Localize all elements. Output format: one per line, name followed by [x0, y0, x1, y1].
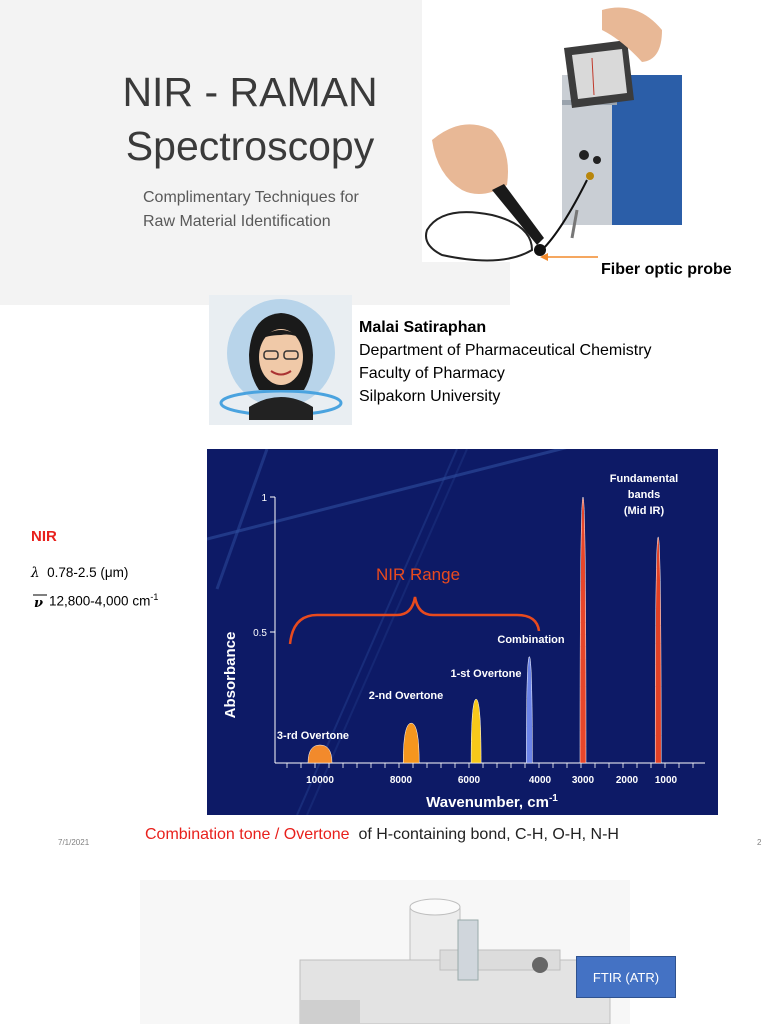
peak-annotation: 1-st Overtone [450, 668, 522, 680]
title-line-2: Spectroscopy [125, 123, 375, 169]
lambda-symbol: λ [31, 565, 40, 581]
probe-device-photo [422, 0, 684, 262]
author-name: Malai Satiraphan [359, 319, 487, 336]
x-tick-label: 4000 [528, 775, 552, 786]
chart-background [207, 449, 718, 815]
svg-text:ν: ν [34, 595, 44, 609]
caption-red: Combination tone / Overtone [145, 826, 350, 843]
author-info [359, 316, 652, 408]
x-tick-label: 8000 [389, 775, 413, 786]
subtitle-line-2: Raw Material Identification [143, 213, 331, 230]
peak-annotation: 2-nd Overtone [368, 690, 444, 702]
y-axis-label: Absorbance [222, 631, 239, 719]
ftir-atr-button[interactable]: FTIR (ATR) [576, 956, 676, 998]
title-line-1: NIR - RAMAN [122, 69, 378, 115]
nu-exp: -1 [150, 592, 159, 602]
subtitle [143, 186, 443, 234]
lambda-range: 0.78-2.5 (μm) [47, 565, 129, 580]
footer-page-number: 2 [757, 838, 762, 847]
probe-arrow-icon [540, 250, 600, 264]
x-axis-label-exp: -1 [548, 793, 558, 804]
peak-annotation: bands [627, 489, 661, 501]
caption-black: of H-containing bond, C-H, O-H, N-H [358, 826, 619, 843]
x-tick-label: 2000 [615, 775, 639, 786]
peak-annotation: (Mid IR) [623, 505, 665, 517]
nu-bar-icon [31, 593, 49, 609]
peak-annotation: 3-rd Overtone [276, 730, 350, 742]
nir-range-label: NIR Range [375, 565, 461, 584]
nu-range: 12,800-4,000 cm [49, 593, 151, 609]
caption [145, 826, 619, 844]
author-department: Department of Pharmaceutical Chemistry [359, 342, 652, 359]
y-tick-label: 0.5 [253, 628, 267, 639]
probe-label: Fiber optic probe [601, 261, 732, 278]
author-university: Silpakorn University [359, 388, 501, 405]
x-tick-label: 10000 [306, 775, 334, 786]
ftir-instrument-photo [140, 880, 630, 1024]
nir-label: NIR [31, 528, 57, 545]
nir-wavelength [31, 565, 128, 581]
author-faculty: Faculty of Pharmacy [359, 365, 505, 382]
subtitle-line-1: Complimentary Techniques for [143, 189, 359, 206]
x-axis-label-text: Wavenumber, cm [426, 794, 549, 811]
nir-wavenumber [31, 592, 158, 609]
x-tick-label: 1000 [654, 775, 678, 786]
author-photo [209, 295, 352, 425]
footer-date: 7/1/2021 [58, 838, 90, 847]
x-tick-label: 3000 [571, 775, 595, 786]
x-tick-label: 6000 [457, 775, 481, 786]
peak-annotation: Fundamental [609, 473, 679, 485]
x-axis-label [426, 793, 558, 811]
peak-annotation: Combination [497, 634, 565, 646]
y-tick-label: 1 [261, 493, 267, 504]
nir-spectrum-chart [207, 449, 718, 815]
